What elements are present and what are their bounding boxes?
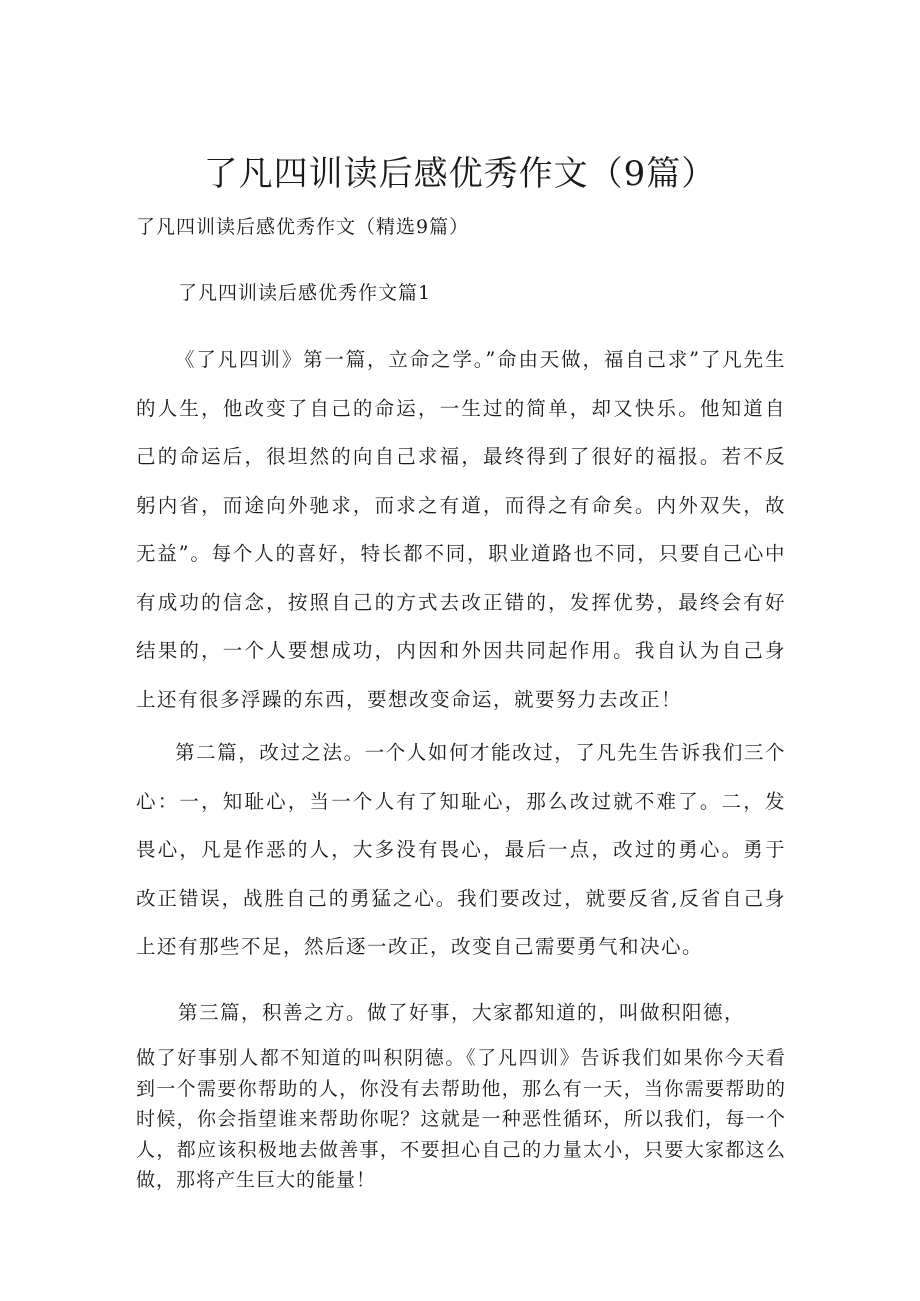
paragraph-2: 第二篇，改过之法。一个人如何才能改过，了凡先生告诉我们三个心：一，知耻心，当一个人有了知耻心，那么改过就不难了。二，发畏心，凡是作恶的人，大多没有畏心，最后一点，改过的勇心。勇于改正错误，战胜自己的勇猛之心。我们要改过，就要反省,反省自己身上还有那些不足，然后逐一改正，改变自己需要勇气和决心。 [136,741,786,958]
paragraph-3-lead: 第三篇，积善之方。做了好事，大家都知道的，叫做积阳德， [178,1001,746,1024]
paragraph-1: 《了凡四训》第一篇，立命之学。”命由天做，福自己求”了凡先生的人生，他改变了自己的命运，一生过的简单，却又快乐。他知道自己的命运后，很坦然的向自己求福，最终得到了很好的福报。若不反躬内省，而途向外驰求，而求之有道，而得之有命矣。内外双失，故无益”。每个人的喜好，特长都不同，职业道路也不同，只要自己心中有成功的信念，按照自己的方式去改正错的，发挥优势，最终会有好结果的，一个人要想成功，内因和外因共同起作用。我自认为自己身上还有很多浮躁的东西，要想改变命运，就要努力去改正！ [136,348,786,711]
document-subtitle: 了凡四训读后感优秀作文（精选9篇） [136,216,470,238]
paragraph-3-body: 做了好事别人都不知道的叫积阴德。《了凡四训》告诉我们如果你今天看到一个需要你帮助的人，你没有去帮助他，那么有一天，当你需要帮助的时候，你会指望谁来帮助你呢？这就是一种恶性循环，所以我们，每一个人，都应该积极地去做善事，不要担心自己的力量太小，只要大家都这么做，那将产生巨大的能量！ [136,1047,786,1191]
document-title: 了凡四训读后感优秀作文（9篇） [203,154,717,194]
section-heading: 了凡四训读后感优秀作文篇1 [178,282,432,304]
